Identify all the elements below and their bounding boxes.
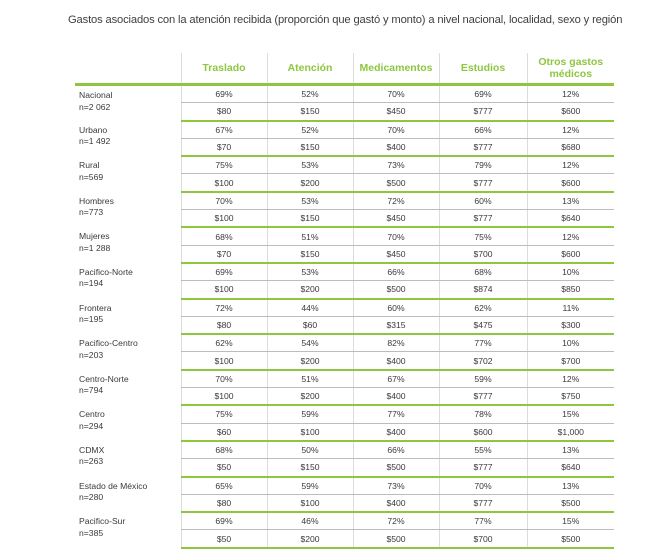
- percent-cell: 59%: [267, 405, 353, 423]
- amount-cell: $100: [181, 388, 267, 406]
- table-row-percent: [75, 370, 614, 388]
- amount-cell: $150: [267, 103, 353, 121]
- row-sample-size: n=263: [79, 456, 104, 467]
- percent-cell: 55%: [439, 441, 527, 459]
- percent-cell: 70%: [439, 477, 527, 495]
- percent-cell: 69%: [181, 512, 267, 530]
- percent-cell: 68%: [439, 263, 527, 281]
- amount-cell: $500: [353, 281, 439, 299]
- percent-cell: 12%: [527, 156, 614, 174]
- percent-cell: 66%: [353, 441, 439, 459]
- row-label: [75, 121, 181, 157]
- amount-cell: $777: [439, 459, 527, 477]
- percent-cell: 82%: [353, 334, 439, 352]
- percent-cell: 75%: [181, 405, 267, 423]
- row-name: Estado de México: [79, 480, 148, 491]
- row-label: [75, 227, 181, 263]
- amount-cell: $400: [353, 388, 439, 406]
- amount-cell: $777: [439, 494, 527, 512]
- percent-cell: 69%: [181, 263, 267, 281]
- amount-cell: $400: [353, 352, 439, 370]
- percent-cell: 69%: [181, 85, 267, 103]
- amount-cell: $850: [527, 281, 614, 299]
- row-label: [75, 370, 181, 406]
- row-label: [75, 441, 181, 477]
- percent-cell: 72%: [353, 192, 439, 210]
- percent-cell: 53%: [267, 192, 353, 210]
- percent-cell: 10%: [527, 263, 614, 281]
- table-body: [75, 85, 614, 548]
- row-label: [75, 334, 181, 370]
- percent-cell: 10%: [527, 334, 614, 352]
- amount-cell: $450: [353, 245, 439, 263]
- percent-cell: 54%: [267, 334, 353, 352]
- amount-cell: $500: [353, 459, 439, 477]
- row-sample-size: n=1 288: [79, 242, 111, 253]
- percent-cell: 13%: [527, 441, 614, 459]
- row-sample-size: n=569: [79, 171, 104, 182]
- amount-cell: $874: [439, 281, 527, 299]
- percent-cell: 53%: [267, 263, 353, 281]
- amount-cell: $500: [527, 530, 614, 548]
- expenses-table: [75, 53, 614, 549]
- amount-cell: $640: [527, 210, 614, 228]
- amount-cell: $200: [267, 281, 353, 299]
- percent-cell: 70%: [181, 192, 267, 210]
- amount-cell: $680: [527, 138, 614, 156]
- table-row-percent: [75, 512, 614, 530]
- header-otros-gastos: Otros gastos médicos: [527, 53, 614, 85]
- table-row-percent: [75, 477, 614, 495]
- row-name: CDMX: [79, 444, 105, 455]
- percent-cell: 12%: [527, 85, 614, 103]
- table-row-percent: [75, 334, 614, 352]
- amount-cell: $100: [181, 281, 267, 299]
- amount-cell: $200: [267, 174, 353, 192]
- row-sample-size: n=773: [79, 207, 104, 218]
- percent-cell: 13%: [527, 192, 614, 210]
- amount-cell: $475: [439, 316, 527, 334]
- percent-cell: 67%: [353, 370, 439, 388]
- percent-cell: 70%: [181, 370, 267, 388]
- header-estudios: Estudios: [439, 53, 527, 85]
- amount-cell: $777: [439, 388, 527, 406]
- amount-cell: $200: [267, 352, 353, 370]
- percent-cell: 73%: [353, 156, 439, 174]
- row-name: Mujeres: [79, 231, 110, 242]
- row-name: Pacifico-Centro: [79, 338, 138, 349]
- percent-cell: 65%: [181, 477, 267, 495]
- table-row-percent: [75, 405, 614, 423]
- row-label: [75, 299, 181, 335]
- percent-cell: 78%: [439, 405, 527, 423]
- amount-cell: $500: [527, 494, 614, 512]
- percent-cell: 77%: [353, 405, 439, 423]
- amount-cell: $640: [527, 459, 614, 477]
- percent-cell: 50%: [267, 441, 353, 459]
- table-row-percent: [75, 227, 614, 245]
- percent-cell: 79%: [439, 156, 527, 174]
- row-name: Rural: [79, 160, 100, 171]
- amount-cell: $777: [439, 103, 527, 121]
- amount-cell: $150: [267, 245, 353, 263]
- table-row-percent: [75, 156, 614, 174]
- percent-cell: 44%: [267, 299, 353, 317]
- amount-cell: $50: [181, 530, 267, 548]
- row-label: [75, 156, 181, 192]
- percent-cell: 15%: [527, 405, 614, 423]
- amount-cell: $777: [439, 174, 527, 192]
- percent-cell: 52%: [267, 121, 353, 139]
- table-row-percent: [75, 121, 614, 139]
- amount-cell: $200: [267, 388, 353, 406]
- header-atencion: Atención: [267, 53, 353, 85]
- amount-cell: $100: [181, 174, 267, 192]
- table-row-percent: [75, 299, 614, 317]
- percent-cell: 68%: [181, 441, 267, 459]
- amount-cell: $600: [527, 103, 614, 121]
- amount-cell: $500: [353, 530, 439, 548]
- row-name: Nacional: [79, 90, 113, 100]
- amount-cell: $150: [267, 459, 353, 477]
- percent-cell: 59%: [439, 370, 527, 388]
- percent-cell: 72%: [181, 299, 267, 317]
- row-name: Centro: [79, 409, 105, 420]
- row-label: [75, 85, 181, 121]
- amount-cell: $100: [267, 494, 353, 512]
- percent-cell: 62%: [439, 299, 527, 317]
- amount-cell: $60: [267, 316, 353, 334]
- amount-cell: $700: [527, 352, 614, 370]
- amount-cell: $100: [267, 423, 353, 441]
- percent-cell: 67%: [181, 121, 267, 139]
- amount-cell: $80: [181, 103, 267, 121]
- amount-cell: $315: [353, 316, 439, 334]
- percent-cell: 70%: [353, 121, 439, 139]
- percent-cell: 75%: [181, 156, 267, 174]
- table-row-percent: [75, 192, 614, 210]
- amount-cell: $400: [353, 138, 439, 156]
- percent-cell: 11%: [527, 299, 614, 317]
- amount-cell: $100: [181, 210, 267, 228]
- percent-cell: 15%: [527, 512, 614, 530]
- row-sample-size: n=385: [79, 527, 104, 538]
- header-traslado: Traslado: [181, 53, 267, 85]
- row-label: [75, 512, 181, 548]
- table-row-percent: [75, 263, 614, 281]
- percent-cell: 75%: [439, 227, 527, 245]
- percent-cell: 69%: [439, 85, 527, 103]
- row-sample-size: n=203: [79, 349, 104, 360]
- row-sample-size: n=294: [79, 420, 104, 431]
- amount-cell: $600: [527, 174, 614, 192]
- amount-cell: $150: [267, 138, 353, 156]
- row-label: [75, 477, 181, 513]
- table-title: Gastos asociados con la atención recibida (proporción que gastó y monto) a nivel nacional, localidad, sexo y región: [68, 14, 623, 26]
- amount-cell: $400: [353, 494, 439, 512]
- percent-cell: 66%: [353, 263, 439, 281]
- percent-cell: 60%: [353, 299, 439, 317]
- row-name: Pacifico-Norte: [79, 266, 133, 277]
- amount-cell: $60: [181, 423, 267, 441]
- amount-cell: $777: [439, 138, 527, 156]
- row-label: [75, 405, 181, 441]
- row-name: Hombres: [79, 195, 114, 206]
- amount-cell: $750: [527, 388, 614, 406]
- row-sample-size: n=2 062: [79, 101, 111, 112]
- amount-cell: $700: [439, 530, 527, 548]
- percent-cell: 53%: [267, 156, 353, 174]
- amount-cell: $80: [181, 494, 267, 512]
- table-row-percent: [75, 441, 614, 459]
- percent-cell: 51%: [267, 227, 353, 245]
- amount-cell: $150: [267, 210, 353, 228]
- amount-cell: $600: [527, 245, 614, 263]
- amount-cell: $600: [439, 423, 527, 441]
- amount-cell: $200: [267, 530, 353, 548]
- percent-cell: 59%: [267, 477, 353, 495]
- row-name: Centro-Norte: [79, 373, 129, 384]
- percent-cell: 12%: [527, 227, 614, 245]
- amount-cell: $300: [527, 316, 614, 334]
- percent-cell: 77%: [439, 512, 527, 530]
- row-sample-size: n=194: [79, 278, 104, 289]
- row-sample-size: n=1 492: [79, 136, 111, 147]
- percent-cell: 13%: [527, 477, 614, 495]
- table-row-percent: [75, 85, 614, 103]
- amount-cell: $702: [439, 352, 527, 370]
- percent-cell: 68%: [181, 227, 267, 245]
- percent-cell: 52%: [267, 85, 353, 103]
- percent-cell: 70%: [353, 85, 439, 103]
- header-medicamentos: Medicamentos: [353, 53, 439, 85]
- row-label: [75, 192, 181, 228]
- amount-cell: $700: [439, 245, 527, 263]
- amount-cell: $450: [353, 103, 439, 121]
- percent-cell: 62%: [181, 334, 267, 352]
- percent-cell: 70%: [353, 227, 439, 245]
- percent-cell: 73%: [353, 477, 439, 495]
- row-name: Frontera: [79, 302, 112, 313]
- row-sample-size: n=280: [79, 492, 104, 503]
- amount-cell: $400: [353, 423, 439, 441]
- percent-cell: 77%: [439, 334, 527, 352]
- amount-cell: $100: [181, 352, 267, 370]
- percent-cell: 12%: [527, 121, 614, 139]
- percent-cell: 72%: [353, 512, 439, 530]
- header-empty-cell: [75, 53, 181, 85]
- row-name: Pacifico-Sur: [79, 516, 126, 527]
- row-sample-size: n=195: [79, 314, 104, 325]
- amount-cell: $70: [181, 245, 267, 263]
- amount-cell: $50: [181, 459, 267, 477]
- amount-cell: $777: [439, 210, 527, 228]
- row-name: Urbano: [79, 124, 108, 135]
- row-sample-size: n=794: [79, 385, 104, 396]
- amount-cell: $450: [353, 210, 439, 228]
- amount-cell: $500: [353, 174, 439, 192]
- amount-cell: $80: [181, 316, 267, 334]
- percent-cell: 51%: [267, 370, 353, 388]
- percent-cell: 60%: [439, 192, 527, 210]
- percent-cell: 66%: [439, 121, 527, 139]
- percent-cell: 46%: [267, 512, 353, 530]
- amount-cell: $1,000: [527, 423, 614, 441]
- amount-cell: $70: [181, 138, 267, 156]
- row-label: [75, 263, 181, 299]
- header-row: [75, 53, 614, 85]
- percent-cell: 12%: [527, 370, 614, 388]
